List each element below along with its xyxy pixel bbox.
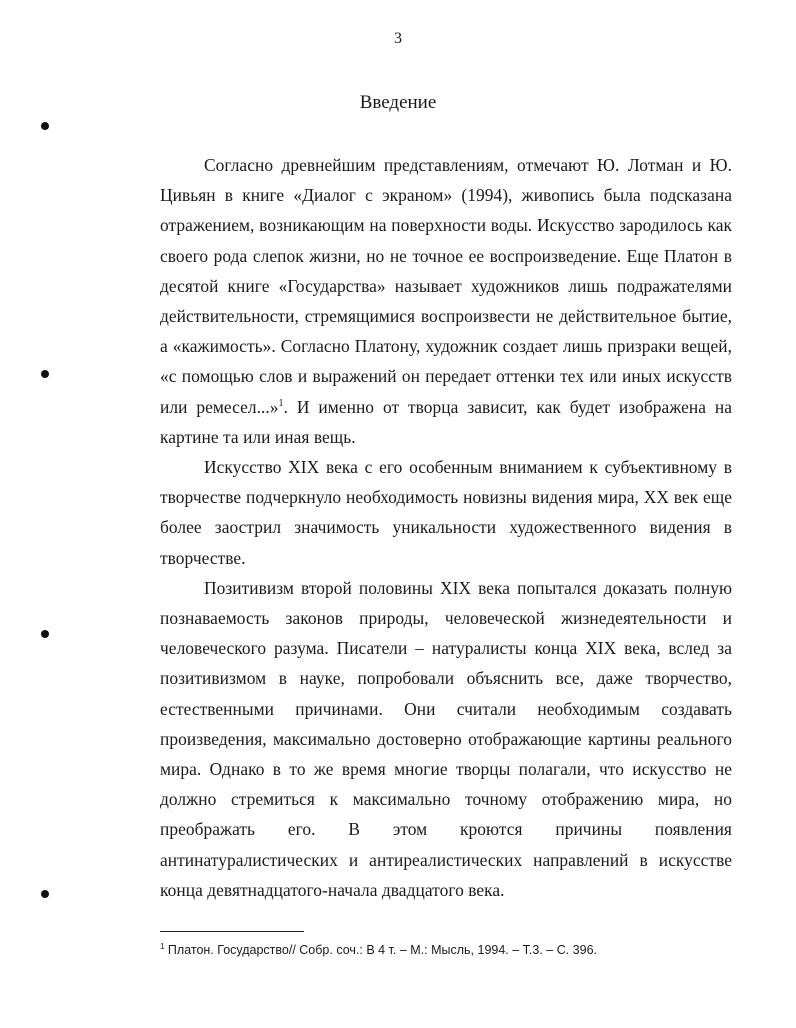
paragraph-3: Позитивизм второй половины XIX века попытался доказать полную познаваемость законов природы, человеческой жизнедеятельности и человеческого разума. Писатели – натуралисты конца XIX века, вслед за позитивизмом в науке, попробовали объяснить все, даже творчество, естественными причинами. Они считали необходимым создавать произведения, максимально достоверно отображающие картины реального мира. Однако в то же время многие творцы полагали, что искусство не должно стремиться к максимально точному отображению мира, но преображать его. В этом кроются причины появления антинатуралистических и антиреалистических направлений в искусстве конца девятнадцатого-начала двадцатого века. [160, 577, 732, 900]
paragraph-1-tail: . И именно от творца зависит, как будет изображена на картине та или иная вещь. [160, 396, 732, 447]
footnote-marker: 1 [160, 942, 165, 951]
paragraph-1 [160, 150, 732, 452]
section-title: Введение [359, 92, 437, 113]
paragraph-2: Искусство XIX века с его особенным вниманием к субъективному в творчестве подчеркнуло необходимость новизны видения мира, XX век еще более заострил значимость уникальности художественного видения в творчестве. [160, 457, 732, 568]
page-number: 3 [394, 30, 402, 47]
footnote-text: Платон. Государство// Собр. соч.: В 4 т. – М.: Мысль, 1994. – Т.3. – С. 396. [164, 943, 598, 958]
footnote-ref[interactable]: 1 [278, 397, 284, 409]
body-text [160, 150, 732, 905]
paragraph-1-text: Согласно древнейшим представлениям, отмечают Ю. Лотман и Ю. Цивьян в книге «Диалог с экраном» (1994), живопись была подсказана отражением, возникающим на поверхности воды. Искусство зародилось как своего рода слепок жизни, но не точное ее воспроизведение. Еще Платон в десятой книге «Государства» называет художников лишь подражателями действительности, стремящимися воспроизвести не действительное бытие, а «кажимость». Согласно Платону, художник создает лишь призраки вещей, «с помощью слов и выражений он передает оттенки тех или иных искусств или ремесел...» [160, 155, 732, 417]
binder-hole-3 [41, 630, 49, 638]
binder-hole-2 [41, 370, 49, 378]
binder-hole-1 [41, 122, 49, 130]
footnote [160, 942, 740, 957]
footnote-separator [160, 931, 304, 932]
binder-hole-4 [41, 890, 49, 898]
